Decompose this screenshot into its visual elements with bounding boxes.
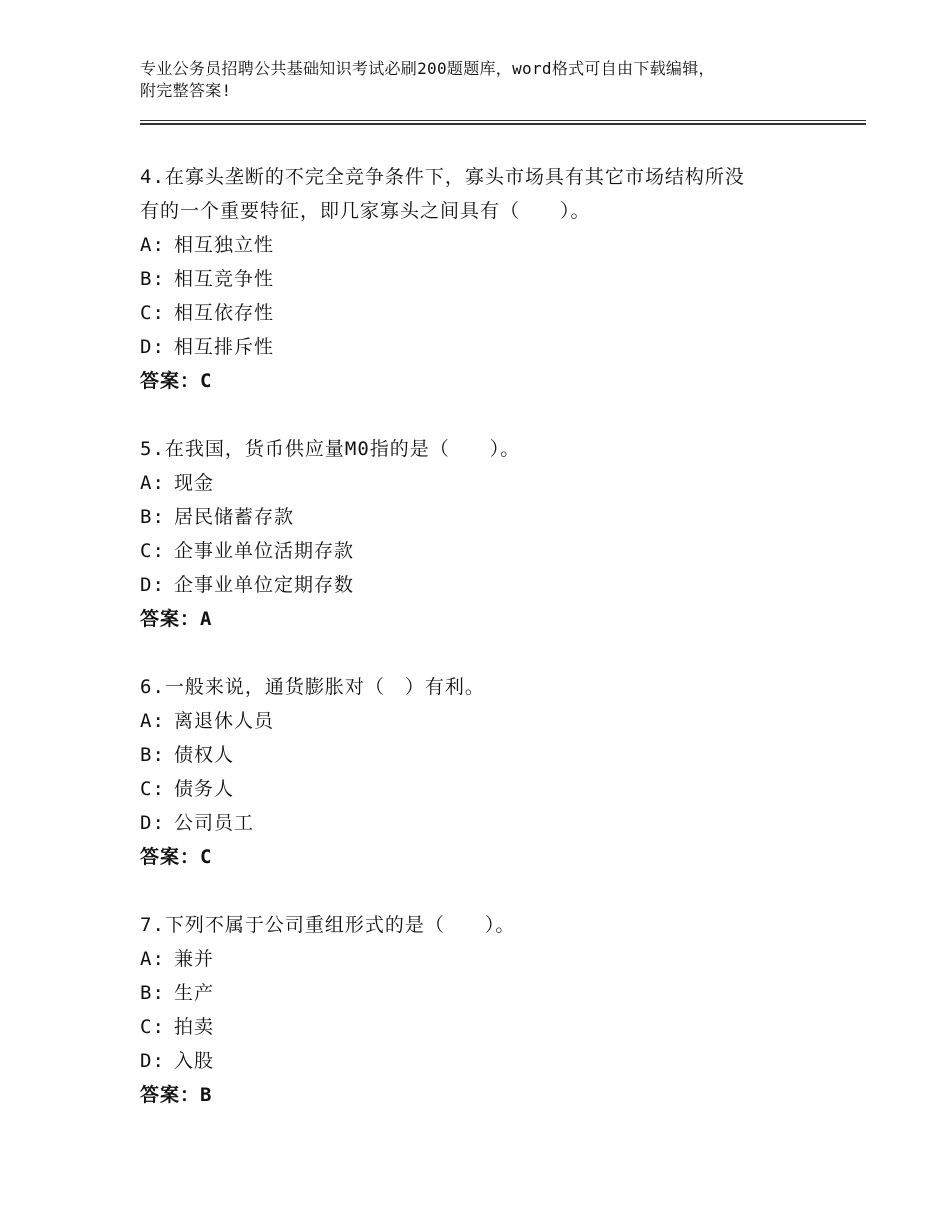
option-text: 企事业单位活期存款: [174, 540, 355, 562]
option-letter: A:: [140, 948, 165, 970]
answer-line: 答案：A: [140, 608, 213, 630]
option-text: 离退休人员: [174, 710, 275, 732]
option-text: 相互排斥性: [174, 336, 275, 358]
option-letter: D:: [140, 574, 165, 596]
option-text: 兼并: [174, 948, 215, 970]
option-letter: C:: [140, 302, 165, 324]
question-stem: 4.在寡头垄断的不完全竞争条件下，寡头市场具有其它市场结构所没: [140, 166, 745, 188]
option-text: 现金: [174, 472, 215, 494]
option-letter: D:: [140, 1050, 165, 1072]
option-letter: A:: [140, 234, 165, 256]
option-c: [140, 772, 840, 806]
option-letter: B:: [140, 268, 165, 290]
option-letter: A:: [140, 472, 165, 494]
option-letter: C:: [140, 1016, 165, 1038]
option-letter: C:: [140, 540, 165, 562]
answer-line: 答案：C: [140, 846, 213, 868]
option-letter: B:: [140, 982, 165, 1004]
question-list: [140, 160, 840, 1146]
option-text: 债权人: [174, 744, 235, 766]
option-text: 生产: [174, 982, 215, 1004]
option-d: [140, 806, 840, 840]
option-a: [140, 466, 840, 500]
header-line-2: 附完整答案!: [140, 81, 232, 100]
question-stem: 7.下列不属于公司重组形式的是（ ）。: [140, 914, 516, 936]
question-6: [140, 670, 840, 874]
answer-line: 答案：C: [140, 370, 213, 392]
question-4: [140, 160, 840, 398]
question-5: [140, 432, 840, 636]
option-b: [140, 976, 840, 1010]
option-letter: D:: [140, 812, 165, 834]
option-b: [140, 738, 840, 772]
option-text: 企事业单位定期存数: [174, 574, 355, 596]
option-text: 居民储蓄存款: [174, 506, 295, 528]
option-letter: C:: [140, 778, 165, 800]
page-header: [140, 58, 840, 102]
header-line-1: 专业公务员招聘公共基础知识考试必刷200题题库，word格式可自由下载编辑，: [140, 59, 715, 78]
option-c: [140, 1010, 840, 1044]
option-c: [140, 534, 840, 568]
question-7: [140, 908, 840, 1112]
option-d: [140, 568, 840, 602]
question-stem: 5.在我国，货币供应量M0指的是（ ）。: [140, 438, 521, 460]
option-text: 债务人: [174, 778, 235, 800]
question-stem-continued: 有的一个重要特征，即几家寡头之间具有（ ）。: [140, 200, 591, 222]
option-letter: B:: [140, 744, 165, 766]
option-b: [140, 262, 840, 296]
option-text: 相互竞争性: [174, 268, 275, 290]
header-rule-thin: [140, 120, 866, 121]
option-c: [140, 296, 840, 330]
option-text: 相互独立性: [174, 234, 275, 256]
answer-line: 答案：B: [140, 1084, 213, 1106]
header-rule-thick: [140, 123, 866, 125]
option-a: [140, 704, 840, 738]
option-letter: D:: [140, 336, 165, 358]
option-letter: A:: [140, 710, 165, 732]
option-d: [140, 1044, 840, 1078]
question-stem: 6.一般来说，通货膨胀对（ ）有利。: [140, 676, 485, 698]
option-letter: B:: [140, 506, 165, 528]
option-d: [140, 330, 840, 364]
option-a: [140, 942, 840, 976]
option-text: 拍卖: [174, 1016, 215, 1038]
option-b: [140, 500, 840, 534]
option-a: [140, 228, 840, 262]
option-text: 相互依存性: [174, 302, 275, 324]
option-text: 公司员工: [174, 812, 255, 834]
option-text: 入股: [174, 1050, 215, 1072]
